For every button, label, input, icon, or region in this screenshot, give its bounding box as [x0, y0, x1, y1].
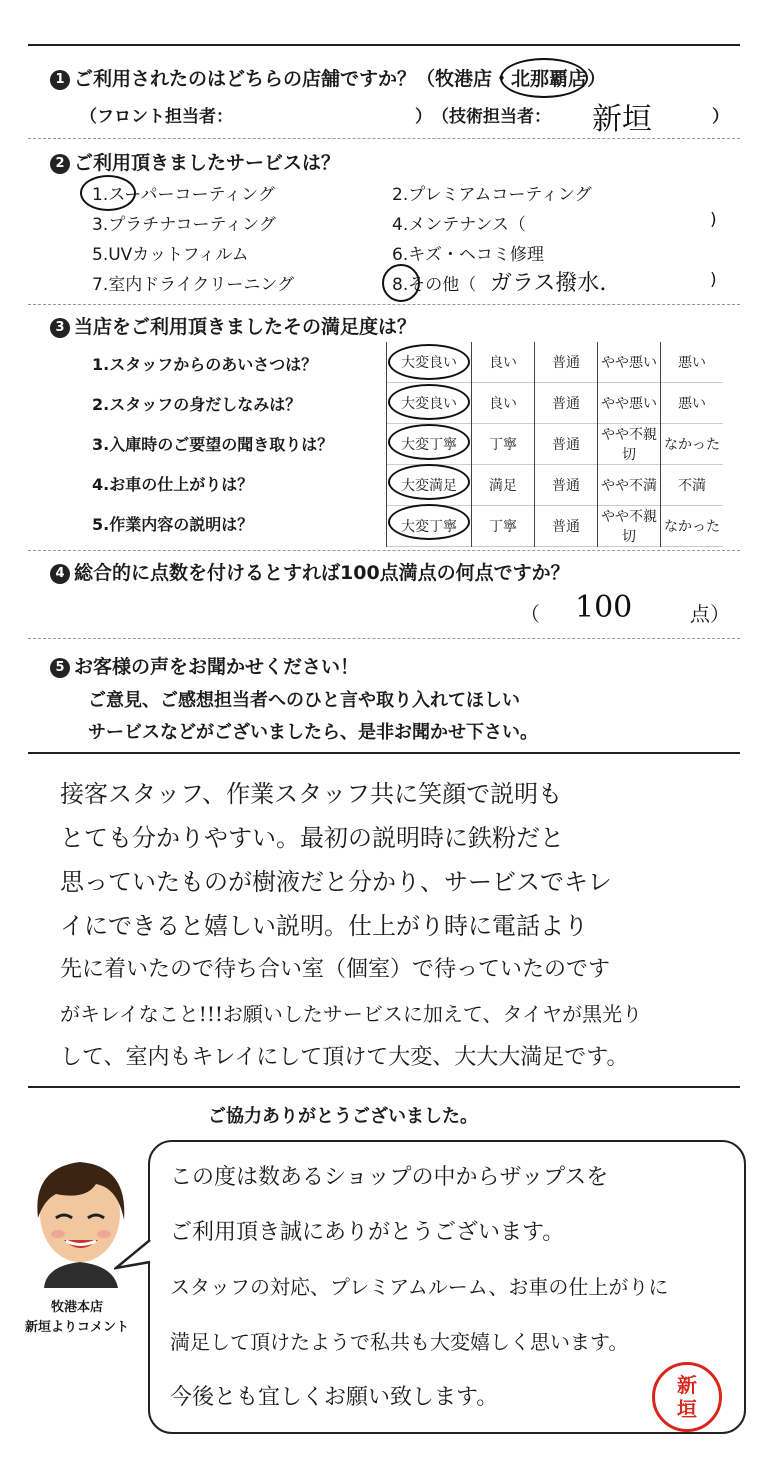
q4-text: 総合的に点数を付けるとすれば100点満点の何点ですか？ — [74, 562, 570, 584]
service-8-circle — [382, 264, 420, 302]
tech-staff-close: ） — [712, 107, 729, 127]
service-4-close: ) — [710, 210, 717, 230]
store-kitanaha: 北那覇店 — [511, 68, 588, 90]
rating-option: 満足 — [472, 465, 535, 506]
q1-number: 1 — [50, 70, 70, 90]
rating-label-explanation: 5.作業内容の説明は？ — [92, 515, 254, 534]
rating-option-selected: 大変丁寧 — [387, 506, 472, 547]
rating-label-finish: 4.お車の仕上がりは？ — [92, 475, 254, 494]
front-staff-close: ） — [415, 107, 432, 127]
q1-close: ） — [587, 68, 607, 90]
q3-text: 当店をご利用頂きましたその満足度は？ — [74, 316, 417, 338]
top-rule — [28, 44, 740, 46]
q4-number: 4 — [50, 564, 70, 584]
service-1-circle — [80, 175, 136, 211]
divider-4 — [28, 638, 740, 639]
store-selected-circle — [500, 58, 588, 98]
store-separator: ・ — [492, 68, 512, 90]
rating-option: 普通 — [535, 383, 598, 424]
service-1: 1.スーパーコーティング — [92, 185, 275, 205]
rating-option: 悪い — [661, 342, 724, 383]
thanks-text: ご協力ありがとうございました。 — [208, 1106, 478, 1127]
q3-number: 3 — [50, 318, 70, 338]
q5-sub1: ご意見、ご感想担当者へのひと言や取り入れてほしい — [88, 690, 520, 711]
rating-label-hearing: 3.入庫時のご要望の聞き取りは？ — [92, 435, 334, 454]
store-makiminato: 牧港店 — [435, 68, 493, 90]
name-stamp — [652, 1362, 722, 1432]
service-other-value: ガラス撥水. — [490, 271, 607, 296]
rating-option: 丁寧 — [472, 506, 535, 547]
score-value: 100 — [575, 590, 633, 625]
rating-option: やや不親切 — [598, 506, 661, 547]
rating-option: 普通 — [535, 465, 598, 506]
service-4: 4.メンテナンス（ — [392, 215, 526, 235]
rating-option: 普通 — [535, 506, 598, 547]
rating-circle-4 — [388, 464, 470, 500]
answer-line: がキレイなこと!!!お願いしたサービスに加えて、タイヤが黒光り — [60, 1002, 643, 1026]
service-5: 5.UVカットフィルム — [92, 245, 249, 265]
rating-option: やや不満 — [598, 465, 661, 506]
bubble-tail — [114, 1238, 154, 1278]
stamp-char-2: 垣 — [677, 1397, 697, 1421]
answer-line: 先に着いたので待ち合い室（個室）で待っていたのです — [60, 957, 611, 982]
answer-bottom-rule — [28, 1086, 740, 1088]
q4-question — [50, 558, 570, 585]
q5-text: お客様の声をお聞かせください！ — [74, 656, 360, 678]
staff-caption-comment: 新垣よりコメント — [24, 1320, 129, 1335]
rating-option: なかった — [661, 506, 724, 547]
q5-sub2: サービスなどがございましたら、是非お聞かせ下さい。 — [88, 722, 538, 743]
service-3: 3.プラチナコーティング — [92, 215, 276, 235]
tech-staff-value: 新垣 — [592, 102, 652, 137]
comment-line: 満足して頂けたようで私共も大変嬉しく思います。 — [170, 1330, 629, 1354]
answer-line: 接客スタッフ、作業スタッフ共に笑顔で説明も — [60, 780, 563, 808]
answer-line: とても分かりやすい。最初の説明時に鉄粉だと — [60, 824, 564, 852]
rating-option: やや悪い — [598, 342, 661, 383]
comment-line: ご利用頂き誠にありがとうございます。 — [170, 1220, 565, 1245]
service-7: 7.室内ドライクリーニング — [92, 275, 295, 295]
divider-2 — [28, 304, 740, 305]
q5-question — [50, 652, 359, 679]
customer-answer — [60, 772, 750, 1080]
rating-option-selected: 大変良い — [387, 342, 472, 383]
q3-question — [50, 312, 416, 339]
answer-line: 思っていたものが樹液だと分かり、サービスでキレ — [60, 868, 612, 896]
rating-label-greeting: 1.スタッフからのあいさつは？ — [92, 355, 318, 374]
rating-option: 普通 — [535, 342, 598, 383]
rating-option: やや不親切 — [598, 424, 661, 465]
comment-line: 今後とも宜しくお願い致します。 — [170, 1385, 499, 1410]
score-unit: 点） — [690, 602, 730, 626]
comment-line: この度は数あるショップの中からザップスを — [170, 1165, 609, 1190]
rating-label-appearance: 2.スタッフの身だしなみは？ — [92, 395, 302, 414]
rating-circle-2 — [388, 384, 470, 420]
rating-option: 良い — [472, 383, 535, 424]
answer-line: イにできると嬉しい説明。仕上がり時に電話より — [60, 912, 588, 940]
rating-option: 悪い — [661, 383, 724, 424]
rating-option: 不満 — [661, 465, 724, 506]
rating-option-selected: 大変満足 — [387, 465, 472, 506]
q2-question — [50, 148, 340, 175]
comment-line: スタッフの対応、プレミアムルーム、お車の仕上がりに — [170, 1275, 669, 1299]
tech-staff-label: （技術担当者： — [432, 107, 551, 127]
answer-line: して、室内もキレイにして頂けて大変、大大大満足です。 — [60, 1045, 629, 1070]
rating-option: なかった — [661, 424, 724, 465]
q1-text: ご利用されたのはどちらの店舗ですか？（ — [74, 68, 436, 90]
answer-top-rule — [28, 752, 740, 754]
rating-option-selected: 大変丁寧 — [387, 424, 472, 465]
service-6: 6.キズ・ヘコミ修理 — [392, 245, 544, 265]
service-8-close: ) — [710, 270, 717, 290]
divider-1 — [28, 138, 740, 139]
service-2: 2.プレミアムコーティング — [392, 185, 592, 205]
q5-number: 5 — [50, 658, 70, 678]
rating-option: やや悪い — [598, 383, 661, 424]
stamp-char-1: 新 — [677, 1373, 697, 1397]
score-open: （ — [520, 602, 540, 626]
q2-text: ご利用頂きましたサービスは？ — [74, 152, 341, 174]
divider-3 — [28, 550, 740, 551]
service-8: 8.その他（ — [392, 275, 477, 295]
staff-caption-store: 牧港本店 — [50, 1300, 103, 1315]
rating-option: 丁寧 — [472, 424, 535, 465]
rating-circle-1 — [388, 344, 470, 380]
rating-option-selected: 大変良い — [387, 383, 472, 424]
rating-option: 良い — [472, 342, 535, 383]
rating-circle-5 — [388, 504, 470, 540]
q2-number: 2 — [50, 154, 70, 174]
rating-option: 普通 — [535, 424, 598, 465]
rating-circle-3 — [388, 424, 470, 460]
front-staff-label: （フロント担当者： — [80, 107, 233, 127]
